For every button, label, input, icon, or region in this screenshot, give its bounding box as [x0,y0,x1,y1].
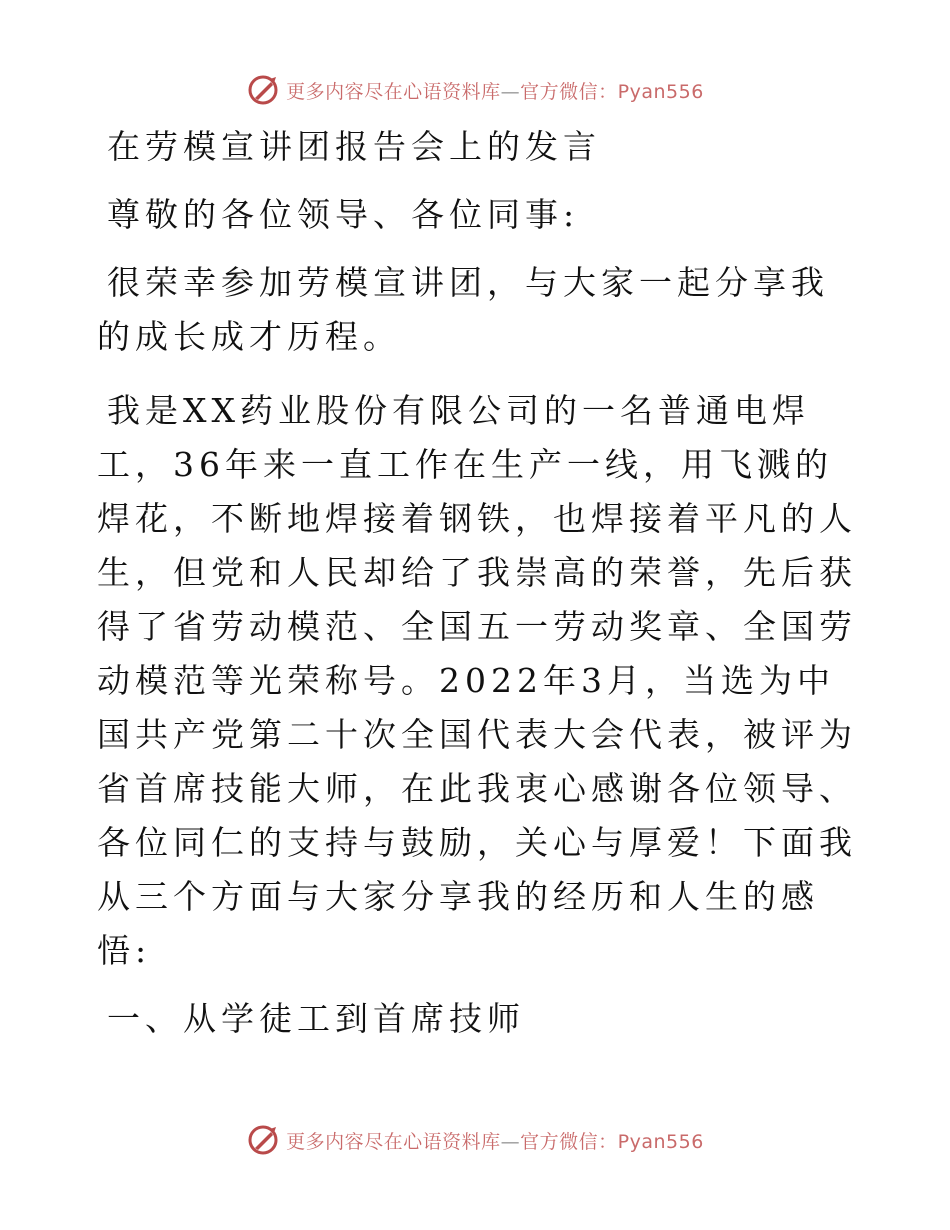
watermark-dash: — [500,1130,521,1153]
quill-circle-icon [246,1123,280,1157]
watermark-main-text: 更多内容尽在心语资料库 [286,1130,501,1153]
salutation: 尊敬的各位领导、各位同事: [107,195,580,234]
document-title: 在劳模宣讲团报告会上的发言 [107,127,601,166]
header-watermark [0,70,950,110]
watermark-main-text: 更多内容尽在心语资料库 [286,80,501,103]
watermark-wechat-text: 官方微信：Pyan556 [520,1130,704,1153]
footer-watermark [0,1120,950,1160]
quill-circle-icon [246,73,280,107]
watermark-dash: — [500,80,521,103]
paragraph-2: 我是XX药业股份有限公司的一名普通电焊工，36年来一直工作在生产一线，用飞溅的焊花，不断地焊接着钢铁，也焊接着平凡的人生，但党和人民却给了我崇高的荣誉，先后获得了省劳动模范、全国五一劳动奖章、全国劳动模范等光荣称号。2022年3月，当选为中国共产党第二十次全国代表大会代表，被评为省首席技能大师，在此我衷心感谢各位领导、各位同仁的支持与鼓励，关心与厚爱！下面我从三个方面与大家分享我的经历和人生的感悟: [97,391,857,970]
paragraph-1: 很荣幸参加劳模宣讲团，与大家一起分享我的成长成才历程。 [97,263,829,356]
document-body [97,120,857,1046]
watermark-wechat-text: 官方微信：Pyan556 [520,80,704,103]
section-heading-1: 一、从学徒工到首席技师 [107,999,525,1038]
